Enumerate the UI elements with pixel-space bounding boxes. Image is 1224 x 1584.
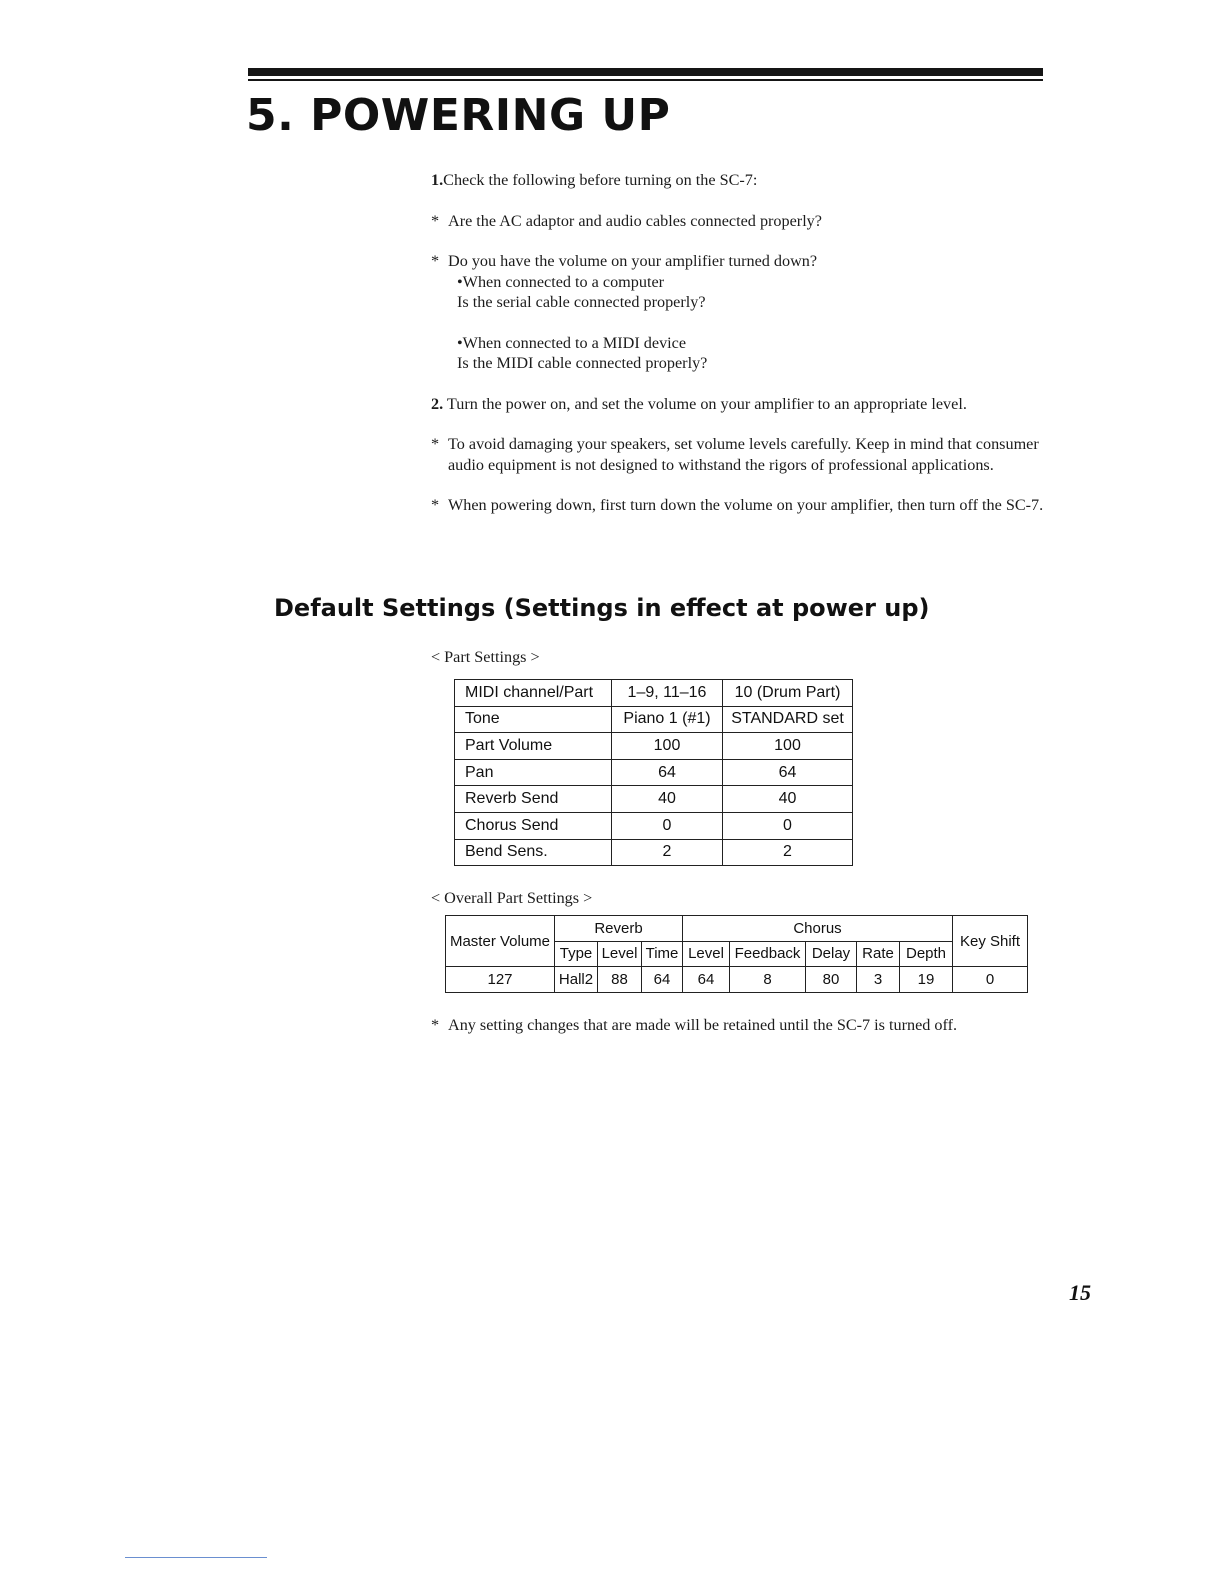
master-volume-header: Master Volume: [446, 916, 555, 967]
table-header-row: [455, 680, 853, 707]
computer-connection-bullet: •When connected to a computer: [457, 272, 665, 291]
table-cell: 3: [857, 967, 900, 993]
table-cell: 2: [723, 839, 853, 866]
table-cell: Level: [598, 941, 642, 967]
table-row: [455, 759, 853, 786]
check-ac-adaptor: [431, 211, 1051, 232]
table-cell: Pan: [455, 759, 612, 786]
speaker-warning-text: To avoid damaging your speakers, set volume levels carefully. Keep in mind that consumer audio equipment is not designed to withstand the rigors of professional applications.: [448, 435, 1039, 474]
table-cell: Type: [555, 941, 598, 967]
powering-down-text: When powering down, first turn down the volume on your amplifier, then turn off the SC-7.: [448, 496, 1044, 514]
table-cell: Tone: [455, 706, 612, 733]
table-cell: Chorus Send: [455, 812, 612, 839]
asterisk-icon: *: [431, 252, 440, 270]
step-1: [431, 170, 1051, 191]
table-cell: Delay: [806, 941, 857, 967]
asterisk-icon: *: [431, 1016, 440, 1034]
table-row: [455, 706, 853, 733]
table-cell: 80: [806, 967, 857, 993]
page-number: 15: [1069, 1280, 1091, 1305]
table-cell: 0: [612, 812, 723, 839]
table-cell: 8: [730, 967, 806, 993]
table-cell: Hall2: [555, 967, 598, 993]
table-row: [455, 812, 853, 839]
check-volume: [431, 251, 1051, 272]
table-cell: Part Volume: [455, 733, 612, 760]
table-cell: 40: [612, 786, 723, 813]
default-settings-title: Default Settings (Settings in effect at power up): [274, 594, 930, 622]
table-row: [455, 786, 853, 813]
chapter-title: 5. POWERING UP: [246, 90, 671, 141]
speaker-warning-note: [431, 434, 1051, 475]
retained-settings-text: Any setting changes that are made will be retained until the SC-7 is turned off.: [448, 1016, 958, 1034]
asterisk-icon: *: [431, 211, 440, 230]
table-cell: 0: [953, 967, 1028, 993]
table-cell: 64: [612, 759, 723, 786]
table-cell: 10 (Drum Part): [723, 680, 853, 707]
computer-connection-check: [431, 272, 1051, 313]
reverb-header: Reverb: [555, 916, 683, 942]
table-cell: 64: [723, 759, 853, 786]
table-cell: Bend Sens.: [455, 839, 612, 866]
part-settings-label: < Part Settings >: [431, 648, 540, 666]
powering-up-body: [431, 170, 1051, 516]
table-cell: MIDI channel/Part: [455, 680, 612, 707]
table-cell: STANDARD set: [723, 706, 853, 733]
table-cell: 40: [723, 786, 853, 813]
computer-connection-detail: Is the serial cable connected properly?: [457, 293, 706, 311]
check-volume-text: Do you have the volume on your amplifier turned down?: [448, 252, 818, 270]
header-rule-thick: [248, 68, 1043, 76]
table-cell: 0: [723, 812, 853, 839]
table-cell: 64: [642, 967, 683, 993]
table-cell: 88: [598, 967, 642, 993]
table-cell: Time: [642, 941, 683, 967]
part-settings-table: [454, 679, 853, 866]
table-cell: Reverb Send: [455, 786, 612, 813]
asterisk-icon: *: [431, 435, 440, 453]
powering-down-note: [431, 495, 1051, 516]
table-cell: 1–9, 11–16: [612, 680, 723, 707]
table-cell: 64: [683, 967, 730, 993]
table-cell: Depth: [900, 941, 953, 967]
key-shift-header: Key Shift: [953, 916, 1028, 967]
step-2: [431, 394, 1051, 415]
overall-settings-table: [445, 915, 1028, 993]
table-row: [455, 733, 853, 760]
midi-connection-bullet: •When connected to a MIDI device: [457, 333, 687, 352]
midi-connection-check: [431, 333, 1051, 374]
overall-settings-label: < Overall Part Settings >: [431, 889, 593, 907]
check-ac-adaptor-text: Are the AC adaptor and audio cables connected properly?: [448, 211, 822, 230]
step-2-number: 2.: [431, 394, 444, 413]
table-cell: 2: [612, 839, 723, 866]
table-cell: Feedback: [730, 941, 806, 967]
midi-connection-detail: Is the MIDI cable connected properly?: [457, 354, 708, 372]
table-cell: 100: [612, 733, 723, 760]
table-cell: 19: [900, 967, 953, 993]
table-cell: Piano 1 (#1): [612, 706, 723, 733]
asterisk-icon: *: [431, 496, 440, 514]
footer-rule: [125, 1557, 267, 1558]
step-2-text: Turn the power on, and set the volume on your amplifier to an appropriate level.: [446, 394, 967, 413]
table-cell: Rate: [857, 941, 900, 967]
step-1-number: 1.: [431, 171, 444, 189]
table-cell: Level: [683, 941, 730, 967]
step-1-text: Check the following before turning on the SC-7:: [443, 171, 758, 189]
table-cell: 127: [446, 967, 555, 993]
table-cell: 100: [723, 733, 853, 760]
table-row: [446, 967, 1028, 993]
retained-settings-note: [431, 1016, 957, 1035]
chorus-header: Chorus: [683, 916, 953, 942]
table-header-row: [446, 916, 1028, 942]
header-rule-thin: [248, 79, 1043, 81]
table-row: [455, 839, 853, 866]
